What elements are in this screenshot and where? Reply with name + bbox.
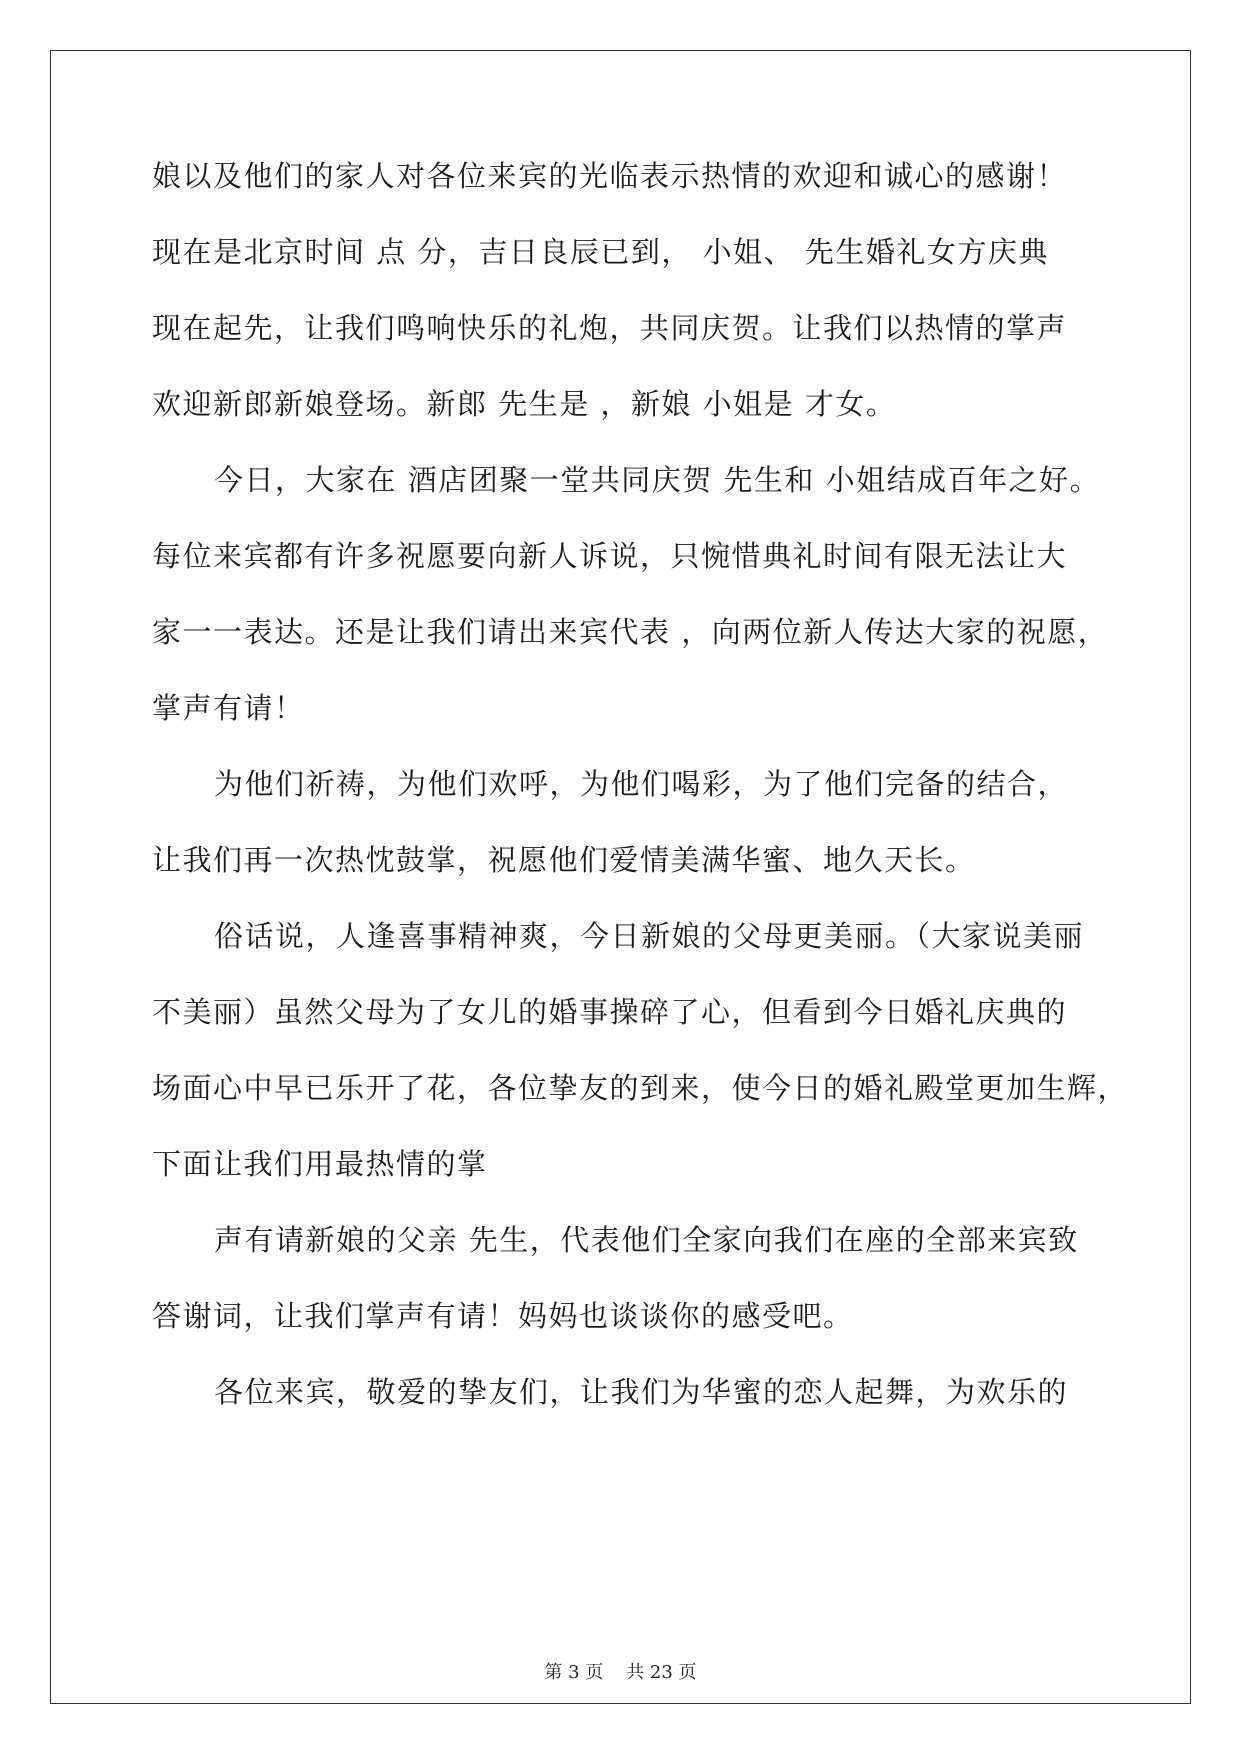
document-body xyxy=(152,159,1129,1452)
text-line: 为他们祈祷，为他们欢呼，为他们喝彩，为了他们完备的结合， xyxy=(214,767,1069,801)
text-line: 家一一表达。还是让我们请出来宾代表 ，向两位新人传达大家的祝愿， xyxy=(152,615,1109,649)
text-line: 每位来宾都有许多祝愿要向新人诉说，只惋惜典礼时间有限无法让大 xyxy=(152,539,1068,573)
text-line: 现在是北京时间 点 分，吉日良辰已到， 小姐、 先生婚礼女方庆典 xyxy=(152,235,1049,269)
text-line: 掌声有请！ xyxy=(152,691,305,725)
text-line: 不美丽）虽然父母为了女儿的婚事操碎了心，但看到今日婚礼庆典的 xyxy=(152,995,1068,1029)
text-line: 场面心中早已乐开了花，各位挚友的到来，使今日的婚礼殿堂更加生辉， xyxy=(152,1071,1129,1105)
text-line: 今日，大家在 酒店团聚一堂共同庆贺 先生和 小姐结成百年之好。 xyxy=(214,463,1101,497)
text-line: 各位来宾，敬爱的挚友们，让我们为华蜜的恋人起舞，为欢乐的 xyxy=(214,1375,1069,1409)
text-line: 让我们再一次热忱鼓掌，祝愿他们爱情美满华蜜、地久天长。 xyxy=(152,843,976,877)
text-line: 声有请新娘的父亲 先生，代表他们全家向我们在座的全部来宾致 xyxy=(214,1223,1079,1257)
text-line: 下面让我们用最热情的掌 xyxy=(152,1147,488,1181)
text-line: 俗话说，人逢喜事精神爽，今日新娘的父母更美丽。（大家说美丽 xyxy=(214,919,1085,953)
page-number-footer: 第 3 页 共 23 页 xyxy=(544,1662,697,1683)
text-line: 答谢词，让我们掌声有请！妈妈也谈谈你的感受吧。 xyxy=(152,1299,854,1333)
text-line: 现在起先，让我们鸣响快乐的礼炮，共同庆贺。让我们以热情的掌声 xyxy=(152,311,1068,345)
text-line: 娘以及他们的家人对各位来宾的光临表示热情的欢迎和诚心的感谢！ xyxy=(152,159,1068,193)
text-line: 欢迎新郎新娘登场。新郎 先生是 ，新娘 小姐是 才女。 xyxy=(152,387,897,421)
